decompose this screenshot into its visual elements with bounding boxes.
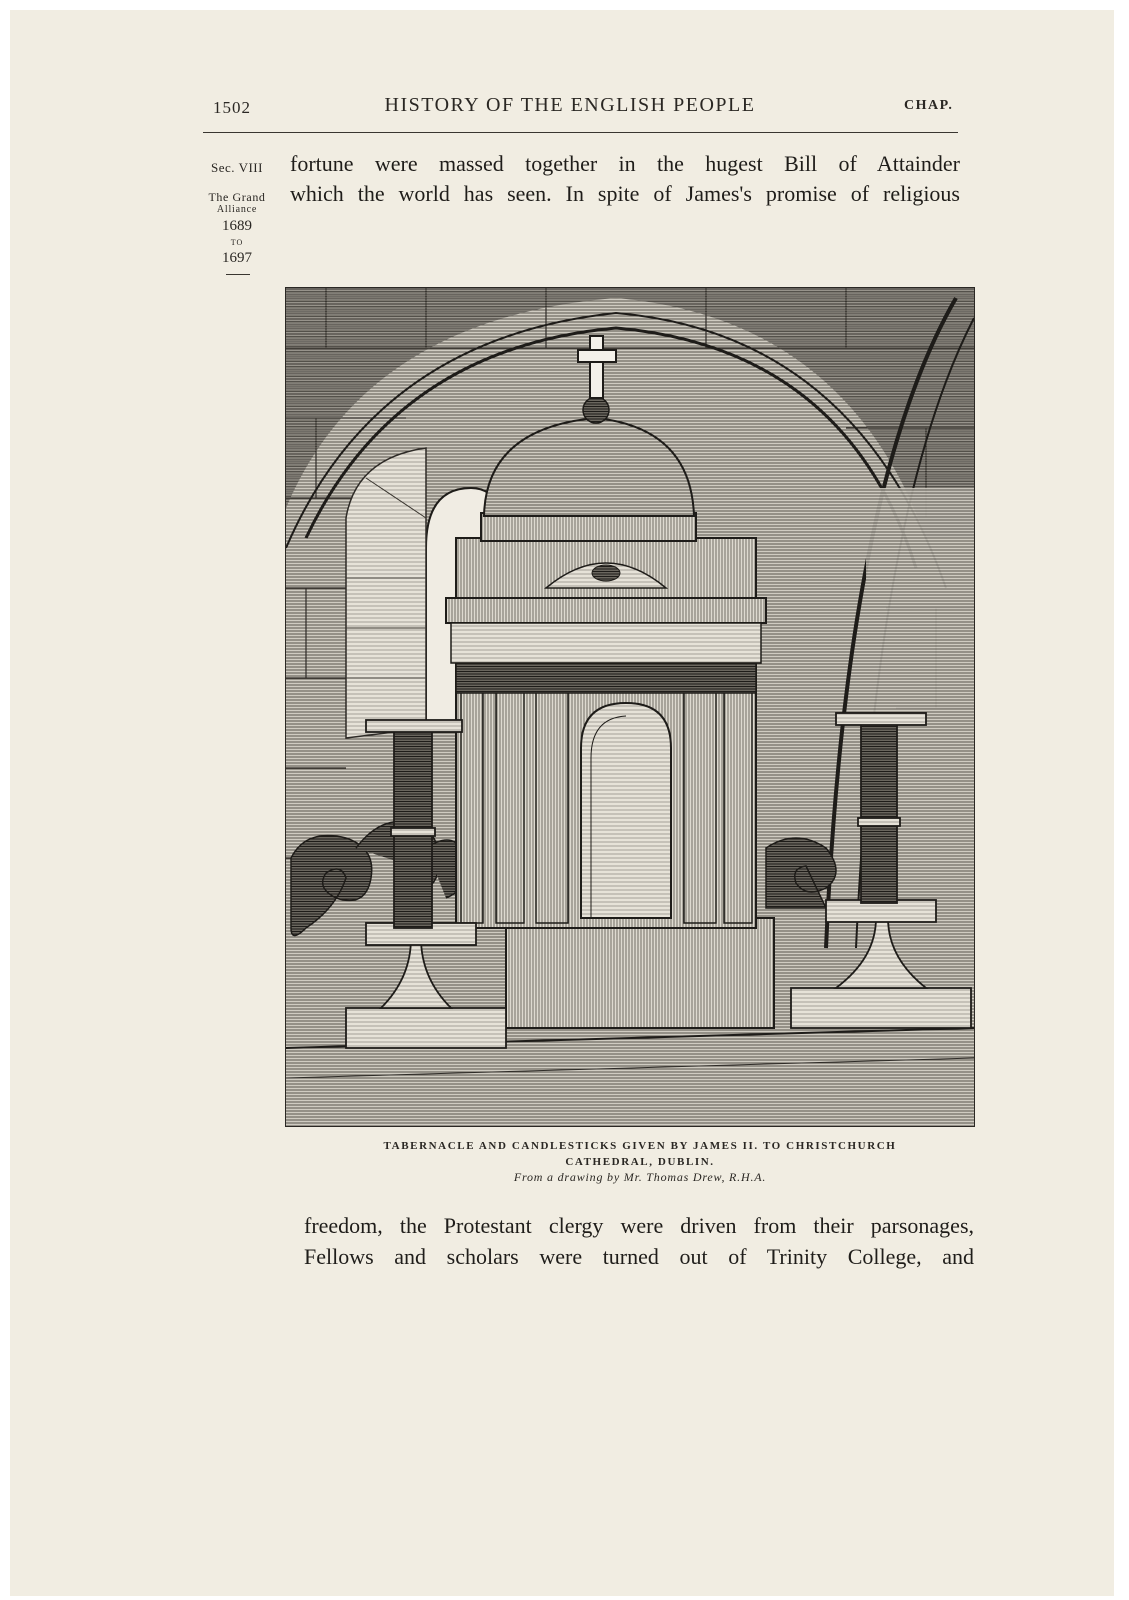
body-text-line: fortune were massed together in the hugest Bill of Attainder [290, 151, 960, 176]
engraving-illustration [285, 287, 975, 1127]
caption-title-cont: CATHEDRAL, DUBLIN. [565, 1156, 715, 1168]
caption-title: TABERNACLE AND CANDLESTICKS GIVEN BY JAMES II. TO CHRISTCHURCH [383, 1140, 897, 1152]
body-text-line: freedom, the Protestant clergy were driven from their parsonages, [304, 1213, 974, 1238]
sidenote-year-start: 1689 [222, 218, 252, 234]
chapter-label: CHAP. [904, 98, 954, 113]
sidenote-rule [226, 274, 250, 275]
sidenote-year-end: 1697 [222, 250, 252, 266]
caption-credit: From a drawing by Mr. Thomas Drew, R.H.A. [513, 1170, 767, 1184]
sidenote-heading-1: The Grand [208, 190, 266, 204]
sidenote-to: TO [230, 238, 244, 247]
sidenote-section: Sec. VIII [211, 160, 263, 175]
header-rule [203, 132, 958, 133]
running-title: HISTORY OF THE ENGLISH PEOPLE [384, 94, 756, 116]
body-text-line: which the world has seen. In spite of James's promise of religious [290, 181, 960, 206]
page-number: 1502 [213, 98, 251, 117]
body-text-line: Fellows and scholars were turned out of Trinity College, and [304, 1244, 974, 1269]
sidenote-heading-2: Alliance [216, 204, 258, 215]
